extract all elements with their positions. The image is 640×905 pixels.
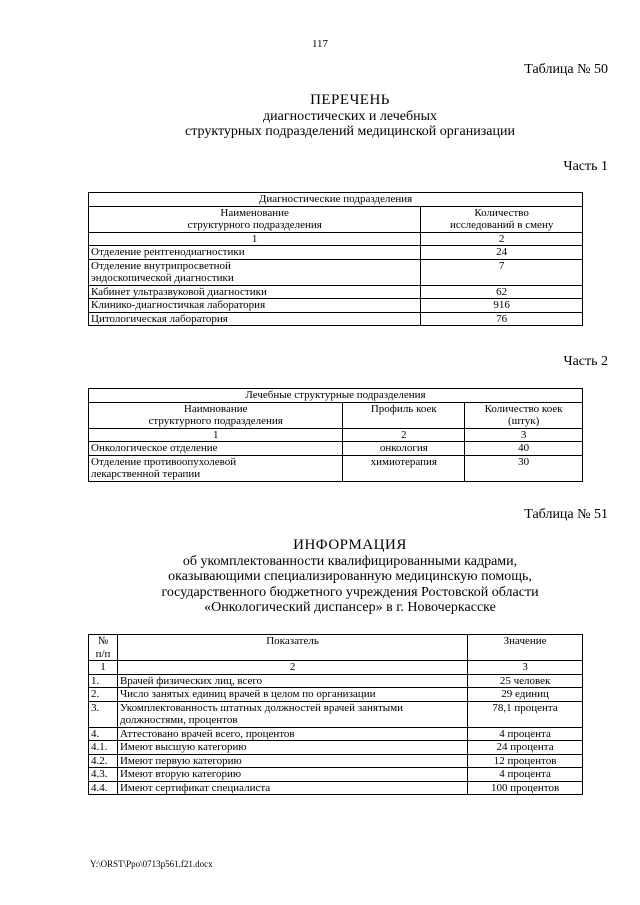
beds-cell: 40	[465, 442, 583, 456]
unit-name-cell: Отделение рентгенодиагностики	[89, 246, 421, 260]
row-number-cell: 4.1.	[89, 741, 118, 755]
unit-value-cell: 7	[421, 259, 583, 285]
column-number-cell: 1	[89, 661, 118, 675]
row-number-cell: 2.	[89, 688, 118, 702]
diagnostic-units-table	[88, 192, 583, 326]
table-51-heading	[0, 538, 640, 616]
table-51-label: Таблица № 51	[524, 507, 608, 522]
column-number-cell: 1	[89, 428, 343, 442]
value-cell: 25 человек	[468, 674, 583, 688]
unit-name-cell: Кабинет ультразвуковой диагностики	[89, 285, 421, 299]
table-row	[89, 688, 583, 702]
header-cell-name: Наимнование структурного подразделения	[89, 402, 343, 428]
table-row	[89, 727, 583, 741]
beds-cell: 30	[465, 455, 583, 481]
unit-name-cell: Клинико-диагностичкая лаборатория	[89, 299, 421, 313]
unit-value-cell: 76	[421, 312, 583, 326]
value-cell: 4 процента	[468, 768, 583, 782]
file-path-footer: Y:\ORST\Ppo\0713p561.f21.docx	[90, 859, 213, 869]
indicator-cell: Имеют высшую категорию	[117, 741, 467, 755]
part-1-label: Часть 1	[563, 159, 608, 174]
table-row	[89, 455, 583, 481]
unit-name-cell: Цитологическая лаборатория	[89, 312, 421, 326]
row-number-cell: 4.2.	[89, 754, 118, 768]
profile-cell: химиотерапия	[343, 455, 465, 481]
header-cell-count: Количество исследований в смену	[421, 206, 583, 232]
group-header-cell: Лечебные структурные подразделения	[89, 389, 583, 403]
table-51-subtitle-1: об укомплектованности квалифицированными кадрами,	[182, 553, 518, 569]
header-cell-name: Наименование структурного подразделения	[89, 206, 421, 232]
indicator-cell: Имеют первую категорию	[117, 754, 467, 768]
unit-value-cell: 24	[421, 246, 583, 260]
profile-cell: онкология	[343, 442, 465, 456]
unit-name-cell: Отделение внутрипросветной эндоскопической диагностики	[89, 259, 421, 285]
part-2-label: Часть 2	[563, 354, 608, 369]
row-number-cell: 4.	[89, 727, 118, 741]
value-cell: 24 процента	[468, 741, 583, 755]
column-number-cell: 1	[89, 232, 421, 246]
indicator-cell: Число занятых единиц врачей в целом по организации	[117, 688, 467, 702]
table-50-title: ПЕРЕЧЕНЬ	[310, 92, 390, 108]
group-header-cell: Диагностические подразделения	[89, 193, 583, 207]
indicator-cell: Имеют сертификат специалиста	[117, 781, 467, 795]
header-cell-beds: Количество коек (штук)	[465, 402, 583, 428]
indicator-cell: Имеют вторую категорию	[117, 768, 467, 782]
unit-name-cell: Отделение противоопухолевой лекарственной терапии	[89, 455, 343, 481]
value-cell: 12 процентов	[468, 754, 583, 768]
column-number-cell: 2	[343, 428, 465, 442]
table-51-title: ИНФОРМАЦИЯ	[293, 537, 407, 553]
treatment-units-table	[88, 388, 583, 482]
value-cell: 78,1 процента	[468, 701, 583, 727]
table-row	[89, 312, 583, 326]
table-row	[89, 442, 583, 456]
table-row	[89, 285, 583, 299]
table-row	[89, 741, 583, 755]
column-number-cell: 3	[465, 428, 583, 442]
table-51-subtitle-3: государственного бюджетного учреждения Ростовской области	[161, 584, 539, 600]
unit-value-cell: 916	[421, 299, 583, 313]
column-number-row	[89, 661, 583, 675]
table-51-subtitle-4: «Онкологический диспансер» в г. Новочеркасске	[204, 600, 496, 615]
indicator-cell: Аттестовано врачей всего, процентов	[117, 727, 467, 741]
table-51-subtitle-2: оказывающими специализированную медицинскую помощь,	[168, 569, 532, 584]
indicator-cell: Врачей физических лиц, всего	[117, 674, 467, 688]
staffing-info-table	[88, 634, 583, 795]
header-cell-value: Значение	[468, 635, 583, 661]
indicator-cell: Укомплектованность штатных должностей врачей занятыми должностями, процентов	[117, 701, 467, 727]
table-header-row	[89, 402, 583, 428]
column-number-row	[89, 232, 583, 246]
table-header-row	[89, 635, 583, 661]
header-cell-number: № п/п	[89, 635, 118, 661]
value-cell: 100 процентов	[468, 781, 583, 795]
table-50-heading	[0, 93, 640, 140]
table-header-row	[89, 206, 583, 232]
table-row	[89, 768, 583, 782]
column-number-cell: 2	[421, 232, 583, 246]
row-number-cell: 3.	[89, 701, 118, 727]
table-row	[89, 674, 583, 688]
table-group-row	[89, 193, 583, 207]
value-cell: 29 единиц	[468, 688, 583, 702]
table-row	[89, 781, 583, 795]
page-number: 117	[311, 38, 329, 50]
column-number-cell: 2	[117, 661, 467, 675]
table-group-row	[89, 389, 583, 403]
header-cell-indicator: Показатель	[117, 635, 467, 661]
row-number-cell: 4.3.	[89, 768, 118, 782]
unit-name-cell: Онкологическое отделение	[89, 442, 343, 456]
column-number-cell: 3	[468, 661, 583, 675]
row-number-cell: 4.4.	[89, 781, 118, 795]
table-row	[89, 701, 583, 727]
row-number-cell: 1.	[89, 674, 118, 688]
table-row	[89, 259, 583, 285]
header-cell-profile: Профиль коек	[343, 402, 465, 428]
value-cell: 4 процента	[468, 727, 583, 741]
column-number-row	[89, 428, 583, 442]
table-50-label: Таблица № 50	[524, 62, 608, 77]
table-row	[89, 754, 583, 768]
unit-value-cell: 62	[421, 285, 583, 299]
table-50-subtitle-2: структурных подразделений медицинской организации	[185, 124, 515, 139]
table-50-subtitle-1: диагностических и лечебных	[263, 108, 437, 124]
table-row	[89, 246, 583, 260]
table-row	[89, 299, 583, 313]
